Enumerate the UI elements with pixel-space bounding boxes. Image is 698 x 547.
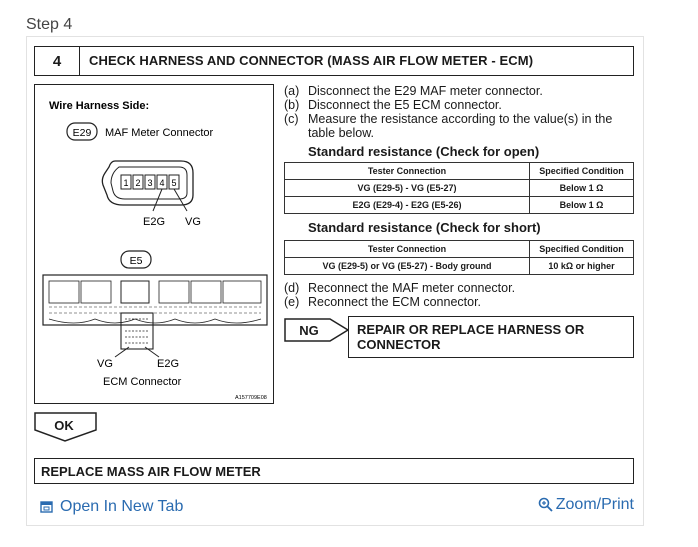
vg-leader xyxy=(174,189,187,211)
replace-box xyxy=(34,458,634,484)
ng-label: NG xyxy=(299,322,319,338)
zoom-print-link[interactable]: Zoom/Print xyxy=(538,496,634,514)
ecm-vg-label: VG xyxy=(97,358,113,370)
maf-pins xyxy=(121,175,179,189)
open-resistance-table xyxy=(284,162,634,214)
open-in-new-tab-link[interactable]: Open In New Tab xyxy=(40,498,183,516)
maf-e2g-label: E2G xyxy=(143,216,166,228)
magnifier-icon xyxy=(538,497,554,513)
table-row: VG (E29-5) or VG (E5-27) - Body ground 10 kΩ or higher xyxy=(285,258,634,275)
e2g-leader xyxy=(153,189,162,211)
pin-3: 3 xyxy=(147,178,153,188)
figure-id: A157709E08 xyxy=(235,395,267,401)
ecm-sub-connector xyxy=(121,313,153,349)
header-tester-connection: Tester Connection xyxy=(285,163,530,180)
side-label: Wire Harness Side: xyxy=(49,100,150,112)
instruction-step-a: (a) Disconnect the E29 MAF meter connector. xyxy=(284,84,543,98)
pin-5: 5 xyxy=(171,178,177,188)
maf-vg-label: VG xyxy=(185,216,201,228)
ng-result-box xyxy=(348,316,634,358)
short-resistance-table xyxy=(284,240,634,275)
ok-label: OK xyxy=(54,418,74,433)
table-row: VG (E29-5) - VG (E5-27) Below 1 Ω xyxy=(285,180,634,197)
pin-1: 1 xyxy=(123,178,129,188)
e29-code: E29 xyxy=(72,127,92,139)
instruction-step-b: (b) Disconnect the E5 ECM connector. xyxy=(284,98,502,112)
short-table-title: Standard resistance (Check for short) xyxy=(308,220,541,235)
e5-code: E5 xyxy=(129,255,143,267)
maf-connector-label: MAF Meter Connector xyxy=(105,127,214,139)
replace-text: REPLACE MASS AIR FLOW METER xyxy=(41,464,261,479)
ecm-connector-label: ECM Connector xyxy=(103,376,182,388)
table-header-row xyxy=(285,241,634,258)
step-number: 4 xyxy=(35,47,80,75)
pin-4: 4 xyxy=(159,178,165,188)
header-specified-condition: Specified Condition xyxy=(530,241,634,258)
open-table-title: Standard resistance (Check for open) xyxy=(308,144,540,159)
step-header xyxy=(34,46,634,76)
table-header-row xyxy=(285,163,634,180)
instruction-step-c: (c) Measure the resistance according to the value(s) in the xyxy=(284,112,613,126)
wiring-figure xyxy=(34,84,274,404)
step-title: CHECK HARNESS AND CONNECTOR (MASS AIR FLOW METER - ECM) xyxy=(89,53,534,68)
ecm-connector-body xyxy=(43,275,267,325)
instruction-step-c-cont: table below. xyxy=(308,126,375,140)
header-tester-connection: Tester Connection xyxy=(285,241,530,258)
header-specified-condition: Specified Condition xyxy=(530,163,634,180)
connector-diagram xyxy=(35,85,275,405)
ecm-e2g-label: E2G xyxy=(157,358,180,370)
new-tab-icon xyxy=(40,500,54,514)
ng-result-text: REPAIR OR REPLACE HARNESS OR CONNECTOR xyxy=(357,322,585,352)
instruction-step-e: (e) Reconnect the ECM connector. xyxy=(284,295,482,309)
pin-2: 2 xyxy=(135,178,141,188)
step-label: Step 4 xyxy=(26,16,73,33)
instruction-step-d: (d) Reconnect the MAF meter connector. xyxy=(284,281,516,295)
table-row: E2G (E29-4) - E2G (E5-26) Below 1 Ω xyxy=(285,197,634,214)
